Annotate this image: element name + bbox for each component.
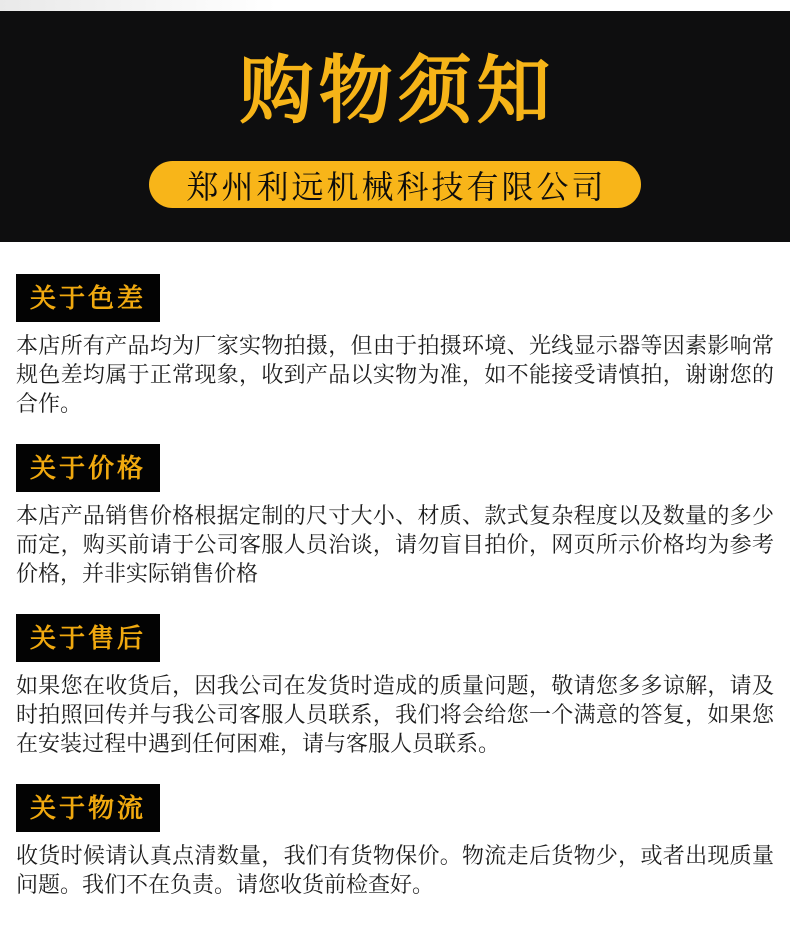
notice-sections <box>0 242 790 899</box>
company-name: 郑州利远机械科技有限公司 <box>186 168 607 205</box>
section-price <box>16 444 774 588</box>
section-badge-after-sales: 关于售后 <box>16 614 160 662</box>
section-logistics <box>16 784 774 899</box>
hero-header <box>0 11 790 242</box>
section-text-logistics: 收货时候请认真点清数量，我们有货物保价。物流走后货物少，或者出现质量问题。我们不在负责。请您收货前检查好。 <box>16 843 774 897</box>
section-badge-logistics: 关于物流 <box>16 784 160 832</box>
section-after-sales <box>16 614 774 758</box>
section-color-difference <box>16 274 774 418</box>
top-divider-strip <box>0 0 790 11</box>
section-badge-price: 关于价格 <box>16 444 160 492</box>
section-text-after-sales: 如果您在收货后，因我公司在发货时造成的质量问题，敬请您多多谅解，请及时拍照回传并与我公司客服人员联系，我们将会给您一个满意的答复，如果您在安装过程中遇到任何困难，请与客服人员联系。 <box>16 673 774 756</box>
section-text-price: 本店产品销售价格根据定制的尺寸大小、材质、款式复杂程度以及数量的多少而定，购买前请于公司客服人员治谈，请勿盲目拍价，网页所示价格均为参考价格，并非实际销售价格 <box>16 503 774 586</box>
page-title: 购物须知 <box>239 49 556 132</box>
section-text-color-difference: 本店所有产品均为厂家实物拍摄，但由于拍摄环境、光线显示器等因素影响常规色差均属于正常现象，收到产品以实物为准，如不能接受请慎拍，谢谢您的合作。 <box>16 333 774 416</box>
company-name-pill <box>149 161 640 208</box>
section-badge-color-difference: 关于色差 <box>16 274 160 322</box>
